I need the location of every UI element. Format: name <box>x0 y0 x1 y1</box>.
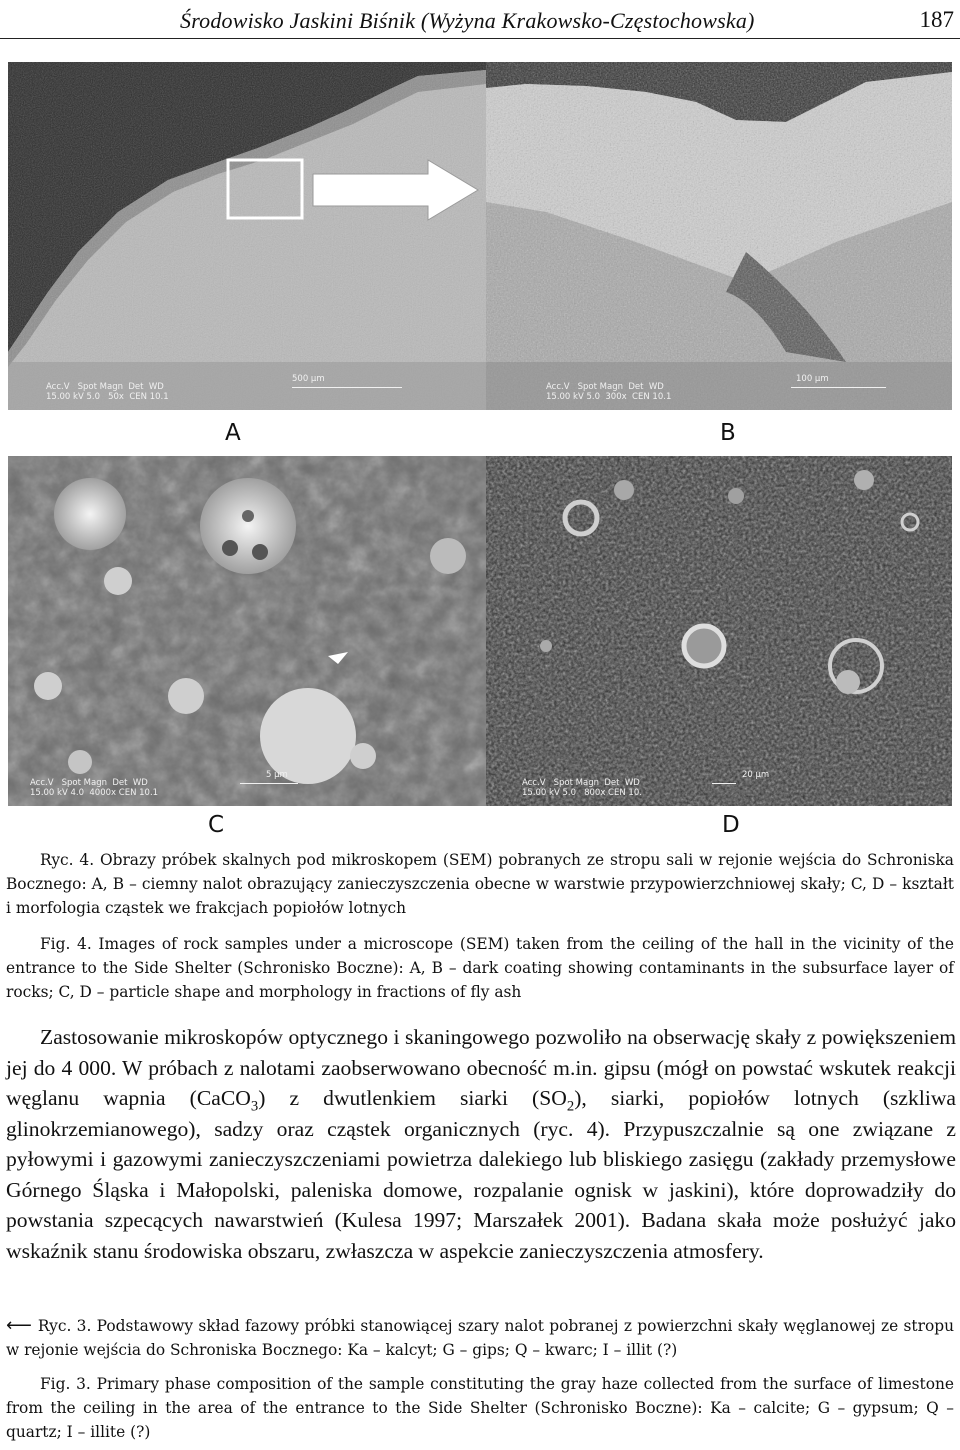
body-subscript-2: 2 <box>566 1098 575 1115</box>
caption2-en: Fig. 3. Primary phase composition of the sample constituting the gray haze collected from the surface of limestone from the ceiling in the area of the entrance to the Side Shelter (Schronisko Boczne): Ka – calcite; G – gypsum; Q – quartz; I – illite (?) <box>6 1375 954 1441</box>
page-number: 187 <box>919 7 954 32</box>
sem-image-d <box>486 456 952 806</box>
header-title: Środowisko Jaskini Biśnik (Wyżyna Krakowsko-Częstochowska) <box>180 8 755 33</box>
panel-label-b: B <box>720 420 736 446</box>
scale-bar-a <box>292 387 402 389</box>
left-arrow-icon: ⟵ <box>6 1315 32 1336</box>
sem-info-b: Acc.V Spot Magn Det WD 15.00 kV 5.0 300x CEN 10.1 <box>546 382 672 402</box>
caption-pl: Ryc. 4. Obrazy próbek skalnych pod mikroskopem (SEM) pobranych ze stropu sali w rejonie wejścia do Schroniska Bocznego: A, B – ciemny nalot obrazujący zanieczyszczenia obecne w warstwie przypowierzchniowej skały; C, D – kształt i morfologia cząstek we frakcjach popiołów lotnych <box>6 851 954 917</box>
body-text-part-2: ) z dwutlenkiem siarki (SO <box>258 1086 567 1110</box>
running-header <box>0 4 960 39</box>
figure-caption-ryc4 <box>6 848 954 920</box>
figure-caption-ryc3 <box>6 1314 954 1362</box>
body-text-part-3: ), siarki, popiołów lotnych (szkliwa glinokrzemianowego), sadzy oraz cząstek organicznych (ryc. 4). Przypuszczalnie są one związane z pyłowymi i gazowymi zanieczyszczeniami powietrza dalekiego lub bliskiego zasięgu (zakłady przemysłowe Górnego Śląska i Małopolski, paleniska domowe, rozpalanie ognisk w jaskini), które doprowadziły do powstania szpecących nawarstwień (Kulesa 1997; Marszałek 2001). Badana skała może posłużyć jako wskaźnik stanu środowiska obszaru, zwłaszcza w aspekcie zanieczyszczenia atmosfery. <box>6 1086 956 1263</box>
sem-info-c: Acc.V Spot Magn Det WD 15.00 kV 4.0 4000x CEN 10.1 <box>30 778 159 798</box>
sem-image-b <box>486 62 952 410</box>
body-paragraph <box>6 1022 956 1266</box>
scale-bar-c <box>240 783 298 785</box>
sem-image-a <box>8 62 486 410</box>
scale-bar-d <box>712 783 736 785</box>
scale-label-d: 20 µm <box>742 770 770 780</box>
sem-info-a: Acc.V Spot Magn Det WD 15.00 kV 5.0 50x CEN 10.1 <box>46 382 169 402</box>
sem-info-d: Acc.V Spot Magn Det WD 15.00 kV 5.0 800x CEN 10. <box>522 778 642 798</box>
figure-caption-fig4 <box>6 932 954 1004</box>
scale-label-a: 500 µm <box>292 374 325 384</box>
panel-label-d: D <box>722 812 740 838</box>
scale-label-c: 5 µm <box>266 770 288 780</box>
panel-label-a: A <box>225 420 241 446</box>
body-text-part-1: Zastosowanie mikroskopów optycznego i skaningowego pozwoliło na obserwację skały z powiększeniem jej do 4 000. W próbach z nalotami zaobserwowano obecność m.in. gipsu (mógł on powstać wskutek reakcji węglanu wapnia (CaCO <box>6 1025 956 1110</box>
scale-label-b: 100 µm <box>796 374 829 384</box>
body-subscript-1: 3 <box>250 1098 259 1115</box>
scale-bar-b <box>791 387 886 389</box>
caption2-pl: Ryc. 3. Podstawowy skład fazowy próbki stanowiącej szary nalot pobranej z powierzchni skały węglanowej ze stropu w rejonie wejścia do Schroniska Bocznego: Ka – kalcyt; G – gips; Q – kwarc; I – illit (?) <box>6 1317 954 1359</box>
figure-caption-fig3 <box>6 1372 954 1444</box>
caption-en: Fig. 4. Images of rock samples under a microscope (SEM) taken from the ceiling of the hall in the vicinity of the entrance to the Side Shelter (Schronisko Boczne): A, B – dark coating showing contaminants in the subsurface layer of rocks; C, D – particle shape and morphology in fractions of fly ash <box>6 935 954 1001</box>
sem-image-c <box>8 456 486 806</box>
panel-label-c: C <box>208 812 225 838</box>
